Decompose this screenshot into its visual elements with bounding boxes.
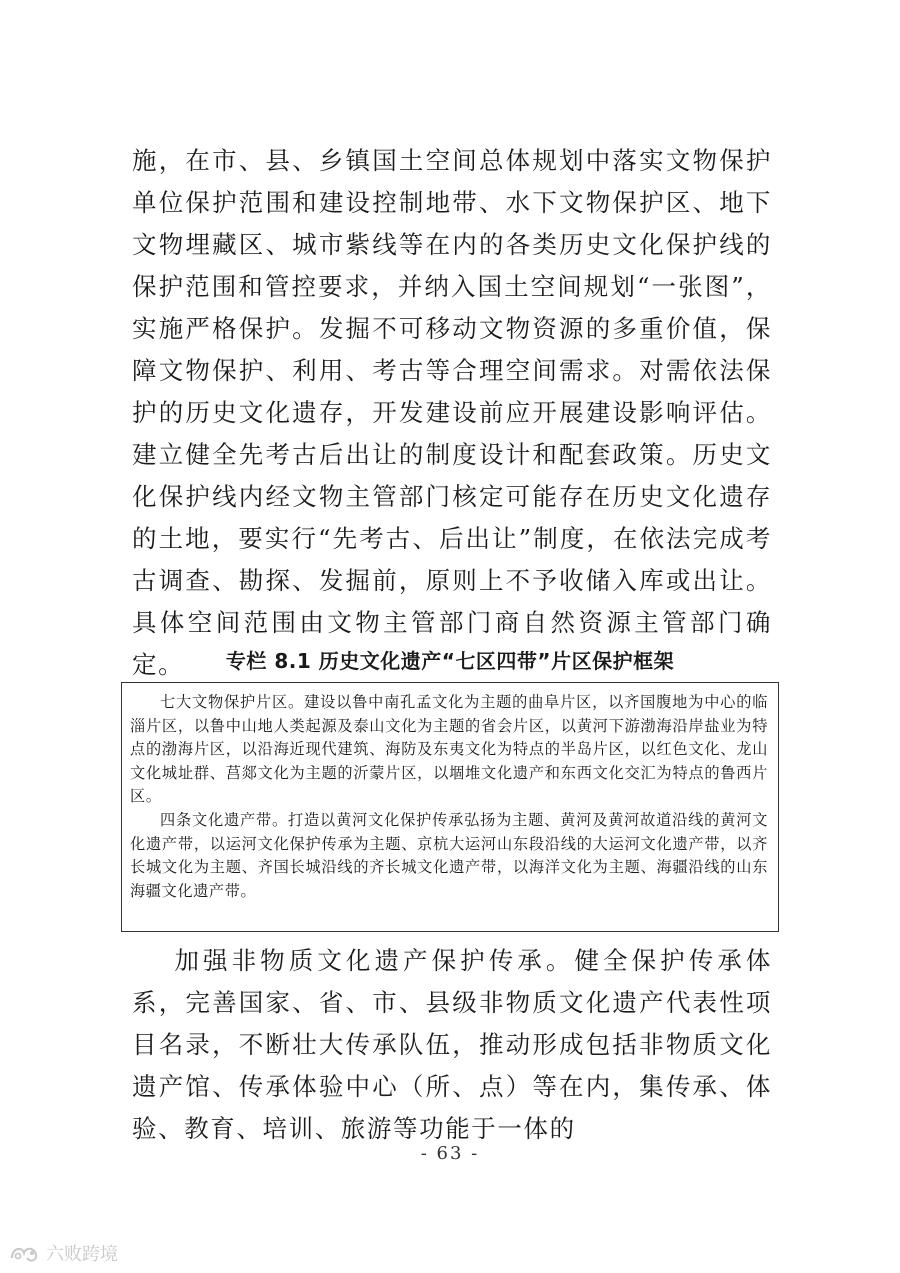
brand-logo-icon: [8, 1242, 42, 1264]
box-title: 专栏 8.1 历史文化遗产“七区四带”片区保护框架: [225, 649, 675, 673]
page-number: - 63 -: [420, 1143, 480, 1164]
paragraph-2-lead: 加强非物质文化遗产保护传承。: [172, 946, 575, 975]
watermark-text: 六败跨境: [46, 1244, 118, 1265]
box-item-1-text: 建设以鲁中南孔孟文化为主题的曲阜片区，以齐国腹地为中心的临淄片区，以鲁中山地人类起源及泰山文化为主题的省会片区，以黄河下游渤海沿岸盐业为特点的渤海片区，以沿海近现代建筑、海防及东夷文化为特点的半岛片区，以红色文化、龙山文化城址群、莒郯文化为主题的沂蒙片区，以堌堆文化遗产和东西文化交汇为特点的鲁西片区。: [130, 693, 769, 806]
box-item-2: [130, 809, 768, 903]
box-item-1: [130, 691, 768, 809]
box-item-1-lead: 七大文物保护片区。: [160, 693, 305, 711]
box-item-2-text: 打造以黄河文化保护传承弘扬为主题、黄河及黄河故道沿线的黄河文化遗产带，以运河文化保护传承为主题、京杭大运河山东段沿线的大运河文化遗产带，以齐长城文化为主题、齐国长城沿线的齐长城文化遗产带，以海洋文化为主题、海疆沿线的山东海疆文化遗产带。: [130, 810, 768, 900]
body-paragraph-2: [132, 940, 772, 1150]
body-paragraph-1: 施，在市、县、乡镇国土空间总体规划中落实文物保护单位保护范围和建设控制地带、水下文物保护区、地下文物埋藏区、城市紫线等在内的各类历史文化保护线的保护范围和管控要求，并纳入国土空间规划“一张图”，实施严格保护。发掘不可移动文物资源的多重价值，保障文物保护、利用、考古等合理空间需求。对需依法保护的历史文化遗存，开发建设前应开展建设影响评估。建立健全先考古后出让的制度设计和配套政策。历史文化保护线内经文物主管部门核定可能存在历史文化遗存的土地，要实行“先考古、后出让”制度，在依法完成考古调查、勘探、发掘前，原则上不予收储入库或出让。具体空间范围由文物主管部门商自然资源主管部门确定。: [132, 146, 772, 679]
watermark: [8, 1240, 118, 1266]
box-item-2-lead: 四条文化遗产带。: [160, 810, 289, 829]
feature-box: [121, 682, 779, 932]
paragraph-2-text: 健全保护传承体系，完善国家、省、市、县级非物质文化遗产代表性项目名录，不断壮大传承队伍，推动形成包括非物质文化遗产馆、传承体验中心（所、点）等在内，集传承、体验、教育、培训、旅游等功能于一体的: [132, 946, 772, 1143]
